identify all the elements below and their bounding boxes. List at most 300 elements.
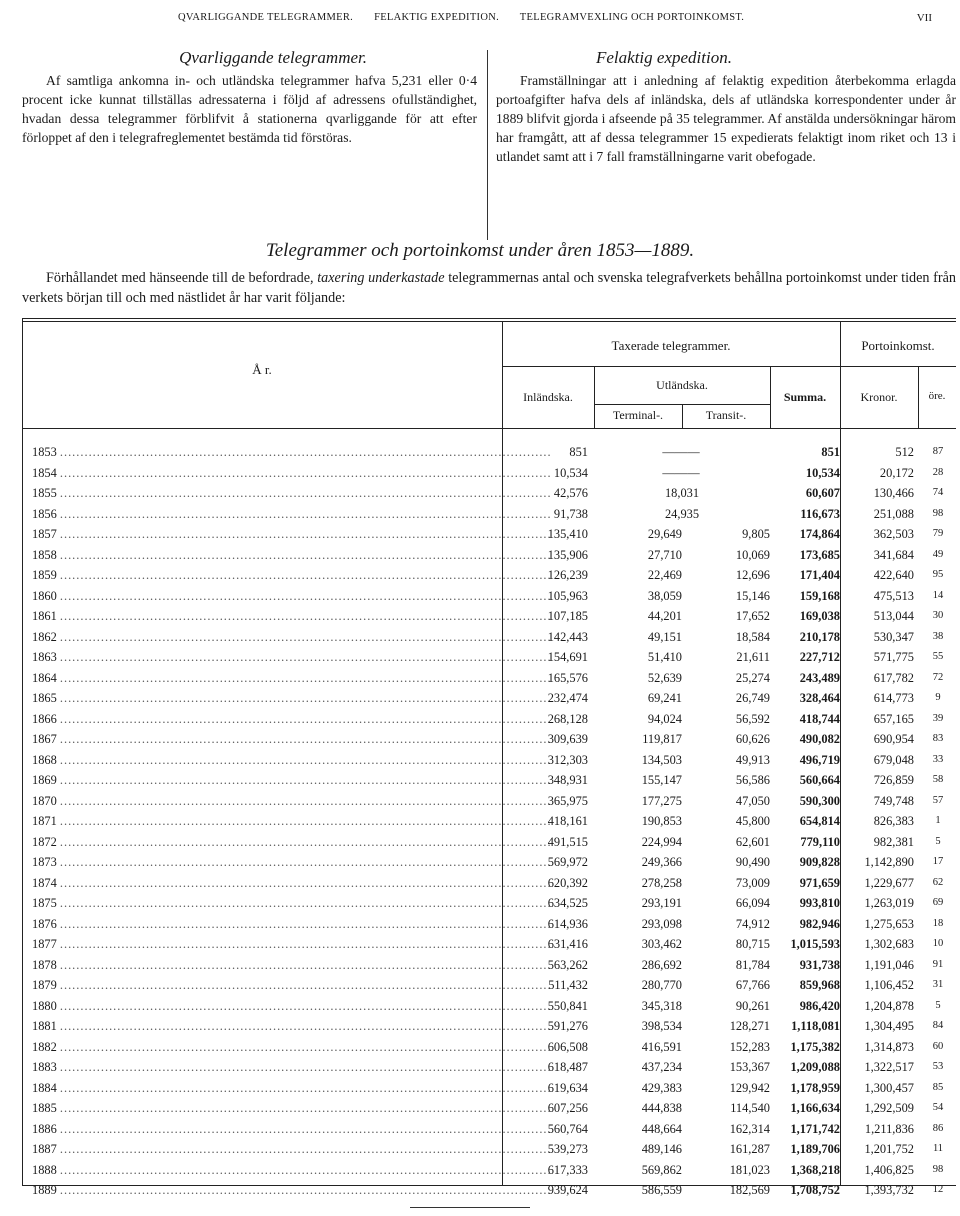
cell-year <box>32 606 552 627</box>
cell-domestic: 232,474 <box>547 691 588 705</box>
cell-year <box>32 832 552 853</box>
cell-transit: 26,749 <box>735 691 770 705</box>
cell-kronor: 20,172 <box>879 465 914 480</box>
year-label: 1889 <box>32 1183 57 1197</box>
cell-ore: 98 <box>932 507 944 519</box>
cell-kronor: 1,106,452 <box>864 978 914 992</box>
cell-terminal: 448,664 <box>641 1121 682 1136</box>
cell-transit: 56,592 <box>735 711 770 726</box>
cell-kronor: 1,263,019 <box>864 896 914 910</box>
table-row <box>22 770 956 791</box>
table-row <box>22 545 956 566</box>
cell-ore: 28 <box>932 466 944 478</box>
table-row <box>22 483 956 504</box>
table-row <box>22 709 956 730</box>
cell-sum: 590,300 <box>799 793 840 808</box>
cell-domestic: 606,508 <box>547 1039 588 1054</box>
cell-transit: 17,652 <box>735 609 770 623</box>
cell-year <box>32 770 552 791</box>
cell-terminal: 190,853 <box>641 814 682 828</box>
cell-ore: 53 <box>932 1061 944 1072</box>
cell-sum: 1,178,959 <box>790 1080 840 1095</box>
intro-italic: taxering underkastade <box>317 270 445 286</box>
cell-domestic: 614,936 <box>547 916 588 931</box>
cell-year <box>32 955 552 976</box>
cell-sum: 243,489 <box>799 670 840 685</box>
cell-sum: 986,420 <box>799 998 840 1013</box>
cell-transit: 9,805 <box>742 527 770 541</box>
year-label: 1865 <box>32 691 57 705</box>
cell-ore: 62 <box>932 876 944 888</box>
cell-terminal: 249,366 <box>641 855 682 869</box>
leader-dots: ........................................................................................................................ <box>59 547 552 562</box>
cell-transit: 47,050 <box>735 793 770 808</box>
year-label: 1869 <box>32 773 57 787</box>
cell-domestic: 851 <box>569 445 588 459</box>
cell-domestic: 491,515 <box>547 834 588 849</box>
page-number: VII <box>916 12 932 24</box>
cell-domestic: 939,624 <box>547 1183 588 1197</box>
cell-ore: 49 <box>932 548 944 560</box>
table-rule-top <box>22 318 956 319</box>
cell-ore: 1 <box>935 815 941 826</box>
cell-kronor: 130,466 <box>873 486 914 500</box>
left-column-title: Qvarliggande telegrammer. <box>179 48 367 67</box>
cell-transit: 21,611 <box>736 650 770 664</box>
cell-domestic: 569,972 <box>547 855 588 869</box>
cell-transit: 80,715 <box>735 937 770 951</box>
cell-sum: 227,712 <box>799 650 840 664</box>
leader-dots: ........................................................................................................................ <box>59 1080 552 1095</box>
cell-year <box>32 463 552 484</box>
cell-domestic: 107,185 <box>547 609 588 623</box>
cell-year <box>32 627 552 648</box>
year-label: 1853 <box>32 445 57 459</box>
table-row <box>22 565 956 586</box>
cell-year <box>32 729 552 750</box>
header-terminal: Terminal-. <box>612 408 664 422</box>
cell-ore: 79 <box>932 528 944 539</box>
cell-year <box>32 483 552 504</box>
cell-kronor: 475,513 <box>873 588 914 603</box>
cell-domestic: 42,576 <box>553 486 588 500</box>
cell-kronor: 614,773 <box>873 691 914 705</box>
cell-transit: 67,766 <box>735 978 770 992</box>
leader-dots: ........................................................................................................................ <box>59 834 552 849</box>
leader-dots: ........................................................................................................................ <box>59 916 552 931</box>
year-label: 1855 <box>32 486 57 500</box>
table-row <box>22 996 956 1017</box>
cell-foreign-dash: ——— <box>662 465 700 480</box>
cell-sum: 1,118,081 <box>791 1019 840 1033</box>
cell-year <box>32 1160 552 1181</box>
cell-year <box>32 565 552 586</box>
cell-domestic: 10,534 <box>553 465 588 480</box>
cell-year <box>32 1180 552 1201</box>
cell-kronor: 1,314,873 <box>864 1039 914 1054</box>
cell-transit: 66,094 <box>735 896 770 910</box>
table-row <box>22 1037 956 1058</box>
cell-terminal: 293,191 <box>641 896 682 910</box>
table-row <box>22 893 956 914</box>
cell-domestic: 550,841 <box>547 998 588 1013</box>
table-row <box>22 463 956 484</box>
cell-sum: 1,015,593 <box>790 937 840 951</box>
cell-kronor: 690,954 <box>873 732 914 746</box>
header-year: Å r. <box>252 362 272 377</box>
year-label: 1885 <box>32 1101 57 1115</box>
cell-transit: 10,069 <box>735 547 770 562</box>
leader-dots: ........................................................................................................................ <box>59 1019 552 1033</box>
cell-ore: 91 <box>932 958 944 970</box>
table-rule-top-double <box>22 321 956 322</box>
cell-sum: 171,404 <box>799 568 840 582</box>
year-label: 1886 <box>32 1121 57 1136</box>
leader-dots: ........................................................................................................................ <box>59 752 552 767</box>
section-intro <box>22 268 956 308</box>
cell-sum: 560,664 <box>799 773 840 787</box>
cell-kronor: 749,748 <box>873 793 914 808</box>
cell-kronor: 1,211,836 <box>864 1121 914 1136</box>
cell-sum: 173,685 <box>799 547 840 562</box>
leader-dots: ........................................................................................................................ <box>59 588 552 603</box>
cell-kronor: 512 <box>895 445 914 459</box>
header-kronor: Kronor. <box>860 390 898 404</box>
cell-sum: 1,368,218 <box>790 1162 840 1177</box>
cell-ore: 12 <box>932 1184 944 1195</box>
cell-transit: 45,800 <box>735 814 770 828</box>
cell-domestic: 619,634 <box>547 1080 588 1095</box>
cell-year <box>32 545 552 566</box>
cell-transit: 90,261 <box>735 998 770 1013</box>
cell-ore: 18 <box>932 917 944 929</box>
cell-ore: 10 <box>932 938 944 949</box>
leader-dots: ........................................................................................................................ <box>59 527 552 541</box>
leader-dots: ........................................................................................................................ <box>59 957 552 972</box>
table-row <box>22 627 956 648</box>
statistics-table <box>22 318 956 1197</box>
cell-kronor: 1,393,732 <box>864 1183 914 1197</box>
cell-ore: 31 <box>932 979 944 990</box>
leader-dots: ........................................................................................................................ <box>59 1101 552 1115</box>
year-label: 1875 <box>32 896 57 910</box>
cell-ore: 38 <box>932 630 944 642</box>
cell-transit: 129,942 <box>729 1080 770 1095</box>
leader-dots: ........................................................................................................................ <box>59 465 552 480</box>
cell-terminal: 177,275 <box>641 793 682 808</box>
leader-dots: ........................................................................................................................ <box>59 711 552 726</box>
cell-year <box>32 996 552 1017</box>
cell-terminal: 437,234 <box>641 1060 682 1074</box>
cell-terminal: 345,318 <box>641 998 682 1013</box>
cell-domestic: 165,576 <box>547 670 588 685</box>
year-label: 1866 <box>32 711 57 726</box>
cell-ore: 74 <box>932 487 944 498</box>
cell-kronor: 982,381 <box>873 834 914 849</box>
cell-sum: 1,166,634 <box>790 1101 840 1115</box>
cell-domestic: 560,764 <box>547 1121 588 1136</box>
header-ore: öre. <box>928 390 946 402</box>
column-divider <box>487 50 488 240</box>
year-label: 1880 <box>32 998 57 1013</box>
cell-domestic: 620,392 <box>547 875 588 890</box>
cell-year <box>32 1037 552 1058</box>
cell-year <box>32 1078 552 1099</box>
cell-sum: 159,168 <box>799 588 840 603</box>
table-row <box>22 1160 956 1181</box>
cell-terminal: 489,146 <box>641 1142 682 1156</box>
cell-ore: 55 <box>932 651 944 662</box>
cell-sum: 654,814 <box>799 814 840 828</box>
right-column-text: Framställningar att i anledning af felaktig expedition återbekomma erlagda portoafgifter hafva dels af inländska, dels af utländska korrespondenter under år 1889 blifvit gjorda i afseende på 35 telegrammer. Af anstälda undersökningar härom har framgått, att af dessa telegrammer 15 expedierats felaktigt inom riket och 13 i utlandet samt att i 7 fall framställningarne varit obefogade. <box>496 73 956 164</box>
cell-terminal: 22,469 <box>647 568 682 582</box>
year-label: 1867 <box>32 732 57 746</box>
cell-sum: 1,209,088 <box>790 1060 840 1074</box>
table-row <box>22 1180 956 1201</box>
cell-year <box>32 811 552 832</box>
leader-dots: ........................................................................................................................ <box>59 1039 552 1054</box>
cell-sum: 328,464 <box>799 691 840 705</box>
year-label: 1879 <box>32 978 57 992</box>
section-title: Telegrammer och portoinkomst under åren 1853—1889. <box>265 240 695 261</box>
cell-sum: 779,110 <box>800 834 840 849</box>
year-label: 1857 <box>32 527 57 541</box>
left-column <box>22 48 477 147</box>
header-transit: Transit-. <box>705 408 747 422</box>
cell-sum: 859,968 <box>799 978 840 992</box>
leader-dots: ........................................................................................................................ <box>59 506 552 521</box>
cell-domestic: 105,963 <box>547 588 588 603</box>
cell-year <box>32 975 552 996</box>
cell-sum: 851 <box>821 445 840 459</box>
year-label: 1874 <box>32 875 57 890</box>
cell-transit: 81,784 <box>735 957 770 972</box>
table-row <box>22 975 956 996</box>
cell-transit: 152,283 <box>729 1039 770 1054</box>
cell-year <box>32 524 552 545</box>
cell-domestic: 268,128 <box>547 711 588 726</box>
year-label: 1868 <box>32 752 57 767</box>
cell-kronor: 1,302,683 <box>864 937 914 951</box>
right-column <box>496 48 956 166</box>
cell-year <box>32 1098 552 1119</box>
cell-year <box>32 1016 552 1037</box>
table-row <box>22 873 956 894</box>
cell-sum: 931,738 <box>799 957 840 972</box>
table-row <box>22 934 956 955</box>
leader-dots: ........................................................................................................................ <box>59 998 552 1013</box>
cell-terminal: 29,649 <box>647 527 682 541</box>
cell-transit: 114,540 <box>730 1101 770 1115</box>
cell-sum: 174,864 <box>799 527 840 541</box>
table-row <box>22 750 956 771</box>
leader-dots: ........................................................................................................................ <box>59 875 552 890</box>
cell-kronor: 530,347 <box>873 629 914 644</box>
leader-dots: ........................................................................................................................ <box>59 1142 552 1156</box>
intro-part-b: telegrammernas antal och svenska telegrafverkets behållna portoinkomst under tiden från verkets början till och med nästlidet år har varit följande: <box>22 270 956 306</box>
year-label: 1859 <box>32 568 57 582</box>
cell-domestic: 312,303 <box>547 752 588 767</box>
cell-domestic: 563,262 <box>547 957 588 972</box>
cell-ore: 5 <box>935 835 941 847</box>
cell-foreign-dash: ——— <box>662 445 700 459</box>
header-taxed: Taxerade telegrammer. <box>611 338 731 353</box>
cell-domestic: 91,738 <box>553 506 588 521</box>
leader-dots: ........................................................................................................................ <box>59 486 552 500</box>
cell-domestic: 348,931 <box>547 773 588 787</box>
cell-kronor: 726,859 <box>873 773 914 787</box>
cell-foreign-total: 18,031 <box>664 486 700 500</box>
cell-sum: 490,082 <box>799 732 840 746</box>
cell-sum: 1,708,752 <box>790 1183 840 1197</box>
cell-terminal: 586,559 <box>641 1183 682 1197</box>
cell-sum: 909,828 <box>799 855 840 869</box>
leader-dots: ........................................................................................................................ <box>59 793 552 808</box>
cell-terminal: 398,534 <box>641 1019 682 1033</box>
leader-dots: ........................................................................................................................ <box>59 773 552 787</box>
cell-domestic: 126,239 <box>547 568 588 582</box>
cell-domestic: 309,639 <box>547 732 588 746</box>
cell-terminal: 278,258 <box>641 875 682 890</box>
cell-ore: 30 <box>932 610 944 621</box>
table-rule-header-bottom <box>22 428 956 429</box>
cell-year <box>32 668 552 689</box>
year-label: 1861 <box>32 609 57 623</box>
table-row <box>22 688 956 709</box>
cell-year <box>32 1119 552 1140</box>
cell-terminal: 94,024 <box>647 711 682 726</box>
running-head-1: QVARLIGGANDE TELEGRAMMER. <box>178 12 354 23</box>
cell-domestic: 591,276 <box>547 1019 588 1033</box>
cell-domestic: 634,525 <box>547 896 588 910</box>
header-income: Portoinkomst. <box>861 338 935 353</box>
cell-sum: 1,189,706 <box>790 1142 840 1156</box>
intro-part-a: Förhållandet med hänseende till de befordrade, <box>46 270 314 286</box>
cell-terminal: 119,817 <box>642 732 682 746</box>
year-label: 1881 <box>32 1019 57 1033</box>
cell-terminal: 38,059 <box>647 588 682 603</box>
cell-domestic: 618,487 <box>547 1060 588 1074</box>
table-row <box>22 668 956 689</box>
cell-domestic: 142,443 <box>547 629 588 644</box>
cell-ore: 85 <box>932 1081 944 1093</box>
cell-transit: 25,274 <box>735 670 770 685</box>
cell-kronor: 1,142,890 <box>864 855 914 869</box>
cell-ore: 17 <box>932 856 944 867</box>
table-row <box>22 606 956 627</box>
table-row <box>22 955 956 976</box>
cell-year <box>32 750 552 771</box>
cell-domestic: 631,416 <box>547 937 588 951</box>
cell-terminal: 444,838 <box>641 1101 682 1115</box>
year-label: 1882 <box>32 1039 57 1054</box>
cell-transit: 74,912 <box>735 916 770 931</box>
leader-dots: ........................................................................................................................ <box>59 568 552 582</box>
leader-dots: ........................................................................................................................ <box>59 937 552 951</box>
year-label: 1862 <box>32 629 57 644</box>
year-label: 1887 <box>32 1142 57 1156</box>
leader-dots: ........................................................................................................................ <box>59 814 552 828</box>
table-row <box>22 504 956 525</box>
cell-transit: 60,626 <box>735 732 770 746</box>
cell-terminal: 52,639 <box>647 670 682 685</box>
cell-kronor: 826,383 <box>873 814 914 828</box>
cell-domestic: 617,333 <box>547 1162 588 1177</box>
year-label: 1860 <box>32 588 57 603</box>
leader-dots: ........................................................................................................................ <box>59 978 552 992</box>
year-label: 1858 <box>32 547 57 562</box>
cell-sum: 1,171,742 <box>790 1121 840 1136</box>
cell-domestic: 607,256 <box>547 1101 588 1115</box>
cell-kronor: 362,503 <box>873 527 914 541</box>
year-label: 1871 <box>32 814 57 828</box>
cell-ore: 5 <box>935 999 941 1011</box>
cell-transit: 90,490 <box>735 855 770 869</box>
cell-foreign-total: 24,935 <box>664 506 700 521</box>
cell-terminal: 286,692 <box>641 957 682 972</box>
cell-kronor: 1,204,878 <box>864 998 914 1013</box>
cell-kronor: 422,640 <box>873 568 914 582</box>
cell-kronor: 1,304,495 <box>864 1019 914 1033</box>
leader-dots: ........................................................................................................................ <box>59 650 552 664</box>
cell-terminal: 224,994 <box>641 834 682 849</box>
table-row <box>22 442 956 463</box>
cell-kronor: 1,201,752 <box>864 1142 914 1156</box>
cell-ore: 9 <box>935 692 941 703</box>
cell-ore: 39 <box>932 712 944 724</box>
cell-terminal: 69,241 <box>647 691 682 705</box>
cell-kronor: 1,322,517 <box>864 1060 914 1074</box>
cell-year <box>32 1139 552 1160</box>
table-row <box>22 914 956 935</box>
table-row <box>22 586 956 607</box>
cell-transit: 18,584 <box>735 629 770 644</box>
year-label: 1864 <box>32 670 57 685</box>
cell-terminal: 280,770 <box>641 978 682 992</box>
cell-ore: 69 <box>932 897 944 908</box>
cell-year <box>32 442 552 463</box>
cell-domestic: 154,691 <box>547 650 588 664</box>
cell-ore: 60 <box>932 1040 944 1052</box>
year-label: 1870 <box>32 793 57 808</box>
cell-terminal: 155,147 <box>641 773 682 787</box>
cell-terminal: 569,862 <box>641 1162 682 1177</box>
cell-terminal: 429,383 <box>641 1080 682 1095</box>
cell-kronor: 657,165 <box>873 711 914 726</box>
cell-terminal: 293,098 <box>641 916 682 931</box>
cell-ore: 87 <box>932 446 944 457</box>
running-head <box>178 12 778 23</box>
cell-year <box>32 688 552 709</box>
cell-kronor: 513,044 <box>873 609 914 623</box>
table-row <box>22 1016 956 1037</box>
cell-transit: 15,146 <box>735 588 770 603</box>
cell-sum: 1,175,382 <box>790 1039 840 1054</box>
cell-transit: 182,569 <box>729 1183 770 1197</box>
table-row <box>22 1098 956 1119</box>
year-label: 1854 <box>32 465 57 480</box>
cell-domestic: 511,432 <box>548 978 588 992</box>
cell-terminal: 303,462 <box>641 937 682 951</box>
table-row <box>22 852 956 873</box>
leader-dots: ........................................................................................................................ <box>59 670 552 685</box>
cell-domestic: 135,410 <box>547 527 588 541</box>
cell-kronor: 251,088 <box>873 506 914 521</box>
cell-year <box>32 586 552 607</box>
cell-kronor: 1,229,677 <box>864 875 914 890</box>
year-label: 1884 <box>32 1080 57 1095</box>
cell-ore: 95 <box>932 569 944 580</box>
